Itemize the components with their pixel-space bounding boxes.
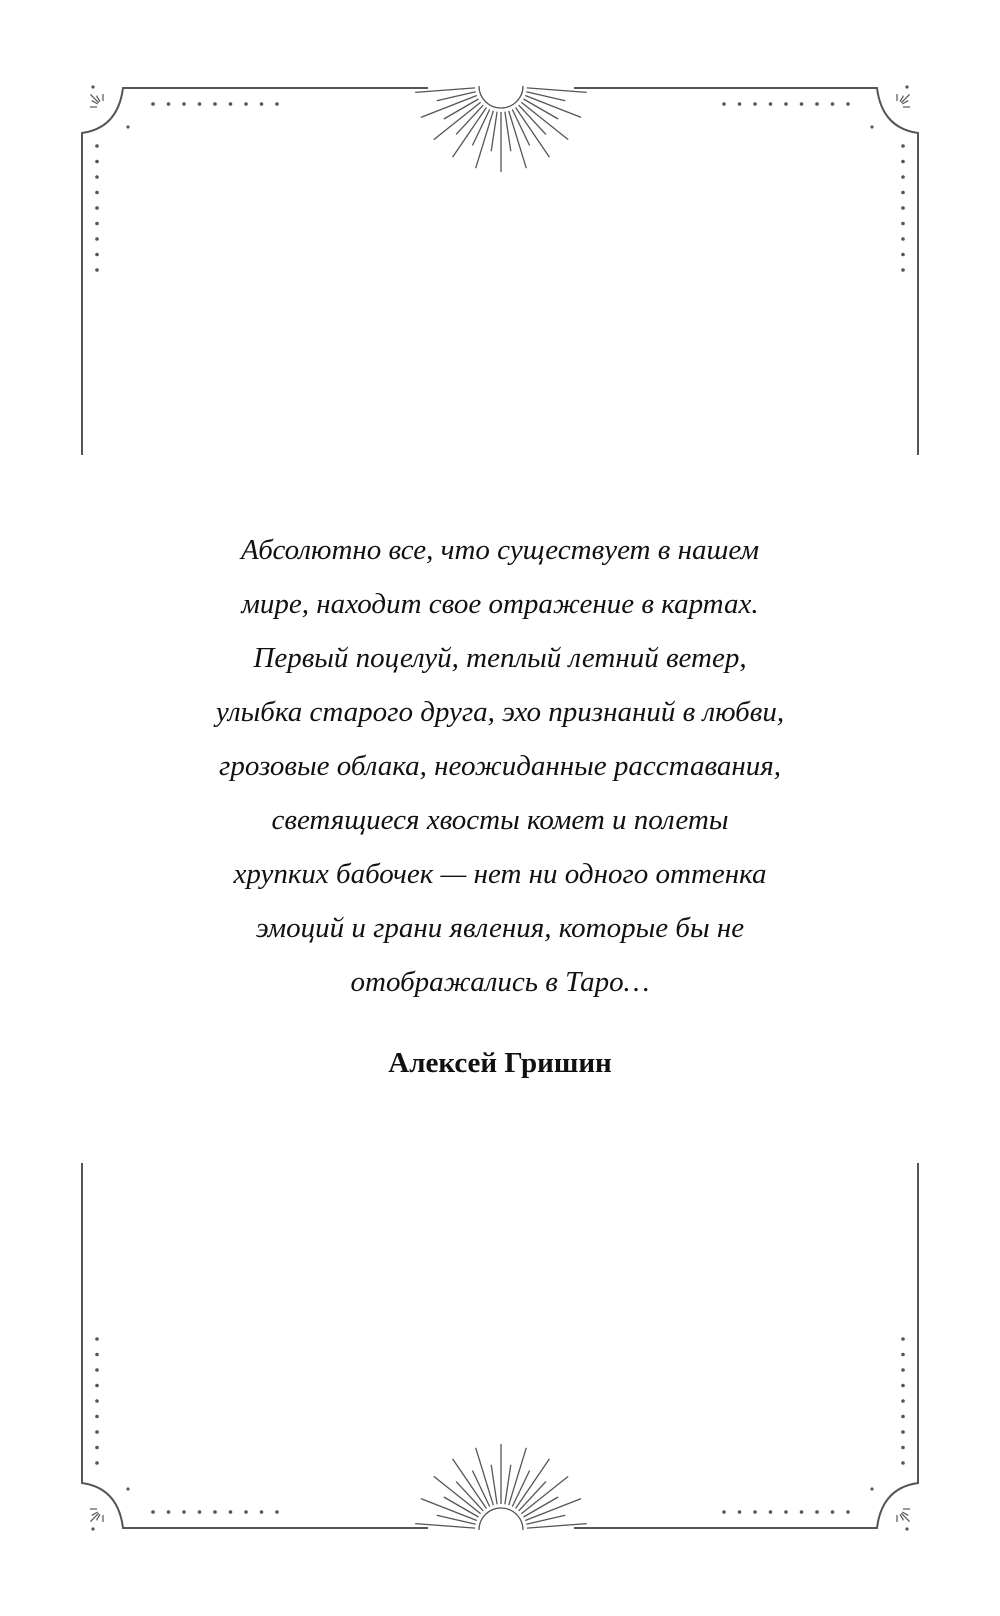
quote-line: отображались в Таро… xyxy=(350,966,650,998)
epigraph-author: Алексей Гришин xyxy=(388,1047,612,1079)
sunburst-icon xyxy=(415,86,587,172)
quote-line: грозовые облака, неожиданные расставания, xyxy=(219,750,781,782)
sunburst-icon xyxy=(415,1444,587,1530)
frame-bottom xyxy=(82,1163,918,1528)
quote-line: мире, находит свое отражение в картах. xyxy=(241,588,759,620)
quote-line: эмоций и грани явления, которые бы не xyxy=(255,912,745,944)
quote-line: улыбка старого друга, эхо признаний в любви, xyxy=(215,696,785,728)
quote-line: Абсолютно все, что существует в нашем xyxy=(240,534,760,566)
quote-line: Первый поцелуй, теплый летний ветер, xyxy=(253,642,747,674)
frame-top xyxy=(82,88,918,455)
epigraph-quote xyxy=(150,523,850,1009)
quote-line: светящиеся хвосты комет и полеты xyxy=(271,804,729,836)
quote-line: хрупких бабочек — нет ни одного оттенка xyxy=(233,858,767,890)
